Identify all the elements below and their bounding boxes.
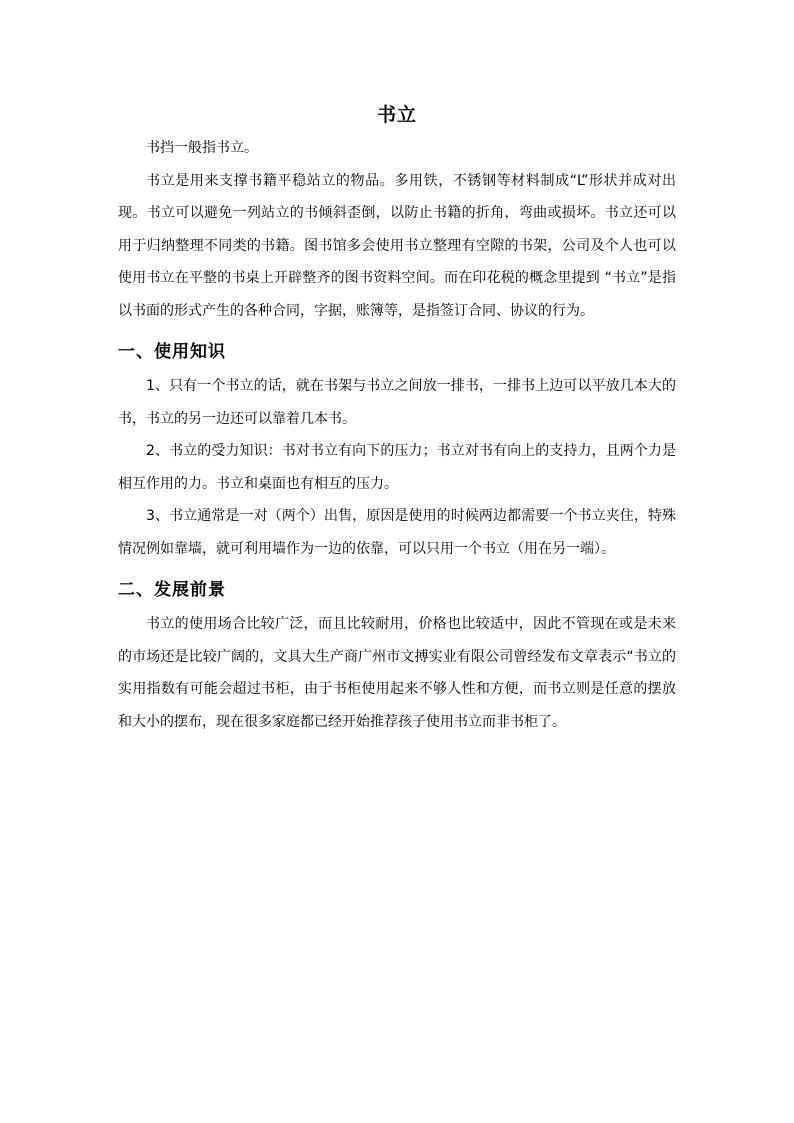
document-page	[118, 100, 676, 738]
intro-paragraph: 书挡一般指书立。	[146, 140, 258, 156]
section-paragraph: 3、书立通常是一对（两个）出售，原因是使用的时候两边都需要一个书立夹住，特殊情况例如靠墙，就可利用墙作为一边的依靠，可以只用一个书立（用在另一端）。	[118, 508, 676, 557]
section-heading: 二、发展前景	[118, 580, 226, 600]
section-heading: 一、使用知识	[118, 342, 226, 362]
section-prospects	[118, 577, 676, 738]
intro-paragraph: 书立是用来支撑书籍平稳站立的物品。多用铁，不锈钢等材料制成“L”形状并成对出现。书立可以避免一列站立的书倾斜歪倒，以防止书籍的折角，弯曲或损坏。书立还可以用于归纳整理不同类的书籍。图书馆多会使用书立整理有空隙的书架，公司及个人也可以使用书立在平整的书桌上开辟整齐的图书资料空间。而在印花税的概念里提到 “书立”是指以书面的形式产生的各种合同，字据，账簿等，是指签订合同、协议的行为。	[118, 172, 676, 319]
document-title: 书立	[376, 104, 417, 126]
section-paragraph: 2、书立的受力知识：书对书立有向下的压力；书立对书有向上的支持力，且两个力是相互作用的力。书立和桌面也有相互的压力。	[118, 443, 676, 492]
section-usage	[118, 339, 676, 565]
section-paragraph: 1、只有一个书立的话，就在书架与书立之间放一排书，一排书上边可以平放几本大的书，书立的另一边还可以靠着几本书。	[118, 378, 676, 427]
section-paragraph: 书立的使用场合比较广泛，而且比较耐用，价格也比较适中，因此不管现在或是未来的市场还是比较广阔的，文具大生产商广州市文搏实业有限公司曾经发布文章表示“书立的实用指数有可能会超过书柜，由于书柜使用起来不够人性和方便，而书立则是任意的摆放和大小的摆布，现在很多家庭都已经开始推荐孩子使用书立而非书柜了。	[118, 616, 676, 730]
